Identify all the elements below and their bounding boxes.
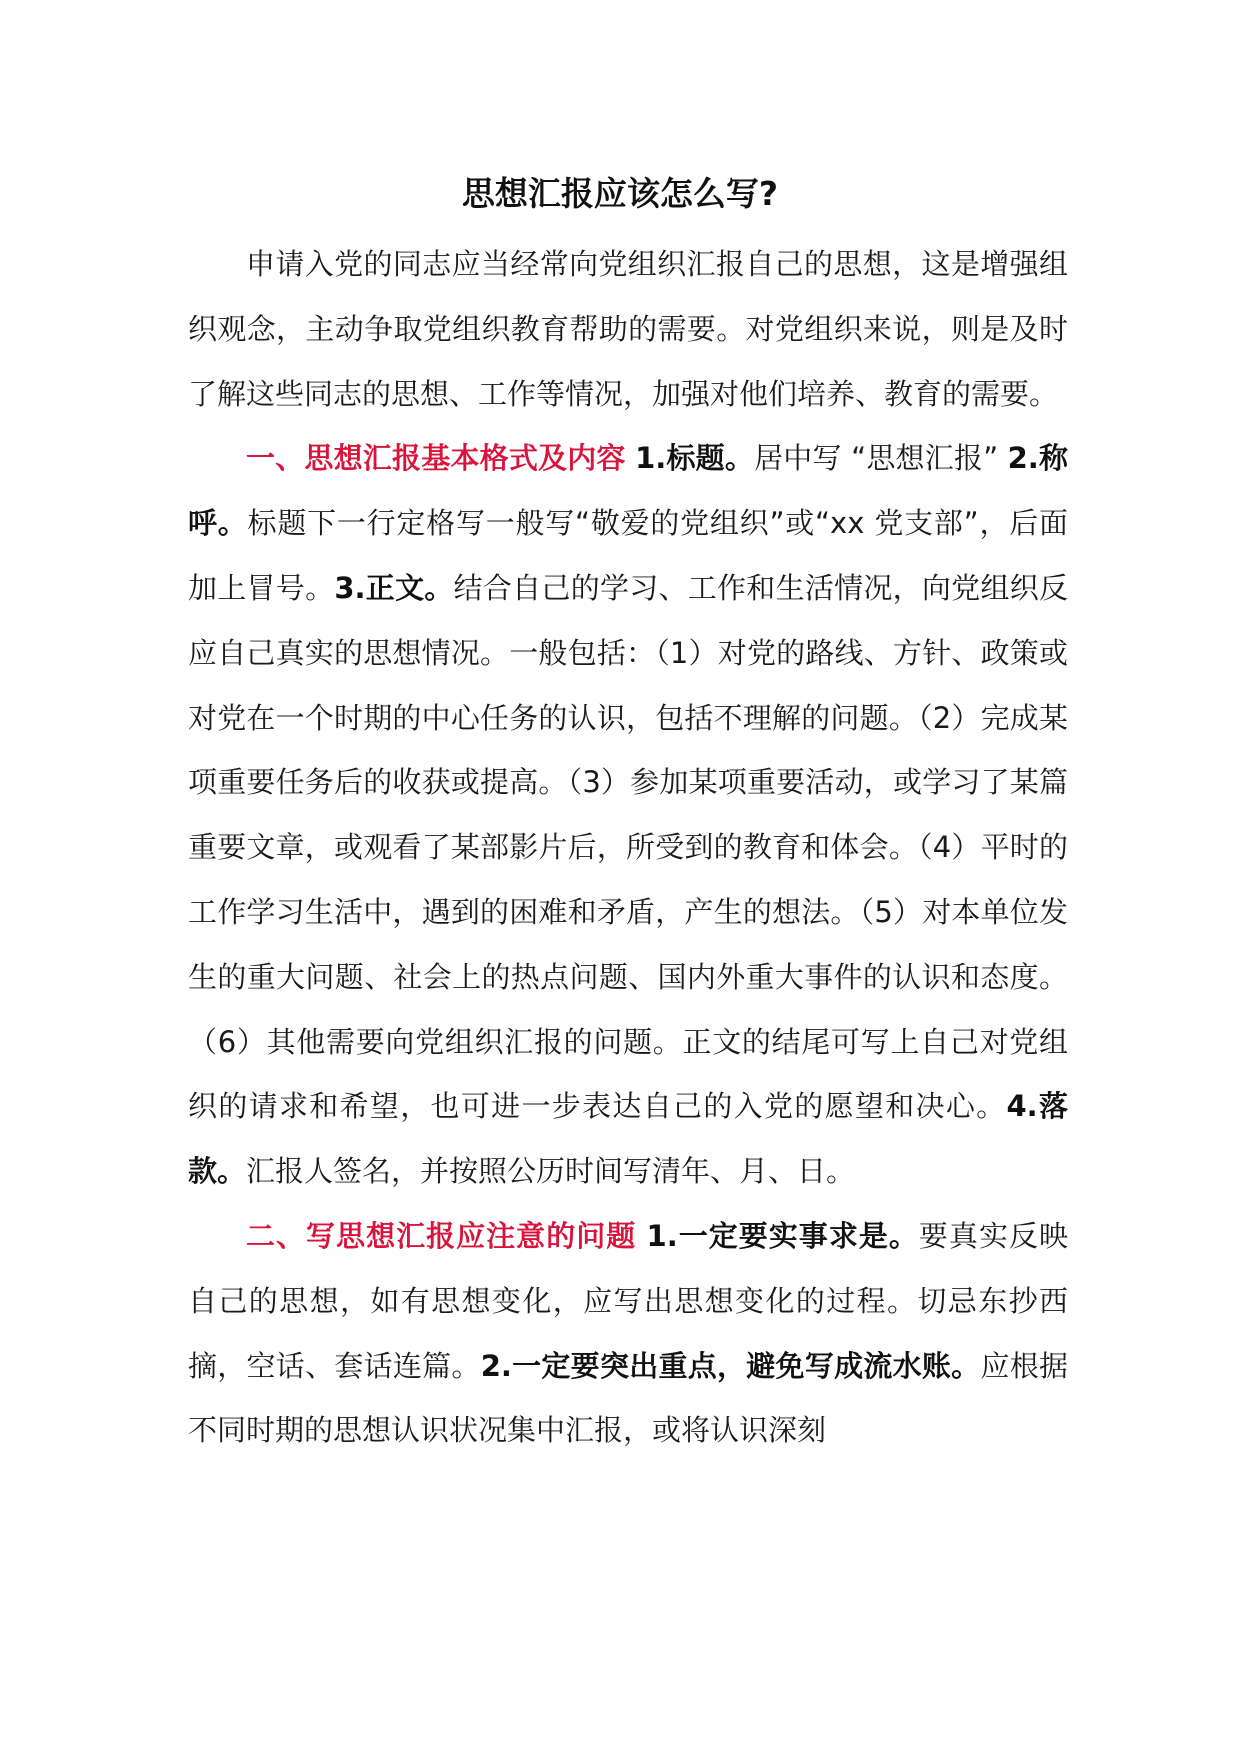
- section1-paragraph: [188, 426, 1068, 1204]
- section2-paragraph: [188, 1204, 1068, 1463]
- section2-heading: 二、写思想汇报应注意的问题: [246, 1218, 637, 1253]
- document-body: [188, 232, 1068, 1463]
- section2-item1-label: 1.一定要实事求是。: [646, 1218, 919, 1253]
- section2-item1-text: 要真实反映自己的思想，如有思想变化，应写出思想变化的过程。切忌东抄西摘，空话、套话连篇。: [188, 1218, 1068, 1383]
- section1-item3-text: 结合自己的学习、工作和生活情况，向党组织反应自己真实的思想情况。一般包括：（1）对党的路线、方针、政策或对党在一个时期的中心任务的认识，包括不理解的问题。（2）完成某项重要任务后的收获或提高。（3）参加某项重要活动，或学习了某篇重要文章，或观看了某部影片后，所受到的教育和体会。（4）平时的工作学习生活中，遇到的困难和矛盾，产生的想法。（5）对本单位发生的重大问题、社会上的热点问题、国内外重大事件的认识和态度。（6）其他需要向党组织汇报的问题。正文的结尾可写上自己对党组织的请求和希望，也可进一步表达自己的入党的愿望和决心。: [188, 570, 1068, 1124]
- section1-item1-text: 居中写 “思想汇报”: [754, 441, 999, 476]
- section1-item3-label: 3.正文。: [334, 570, 454, 605]
- intro-paragraph: 申请入党的同志应当经常向党组织汇报自己的思想，这是增强组织观念，主动争取党组织教育帮助的需要。对党组织来说，则是及时了解这些同志的思想、工作等情况，加强对他们培养、教育的需要。: [188, 247, 1068, 411]
- section1-item1-label: 1.标题。: [635, 441, 755, 476]
- section1-item2-text: 标题下一行定格写一般写“敬爱的党组织”或“xx 党支部”，后面加上冒号。: [188, 506, 1068, 605]
- section1-item2-label: 2.称呼。: [188, 441, 1068, 541]
- section1-heading: 一、思想汇报基本格式及内容: [246, 441, 626, 476]
- section2-item2-label: 2.一定要突出重点，避免写成流水账。: [480, 1348, 981, 1383]
- section1-item4-label: 4.落款。: [188, 1089, 1068, 1189]
- document-title: 思想汇报应该怎么写?: [461, 174, 779, 213]
- section1-item4-text: 汇报人签名，并按照公历时间写清年、月、日。: [246, 1154, 856, 1189]
- section2-item2-text: 应根据不同时期的思想认识状况集中汇报，或将认识深刻: [188, 1348, 1068, 1448]
